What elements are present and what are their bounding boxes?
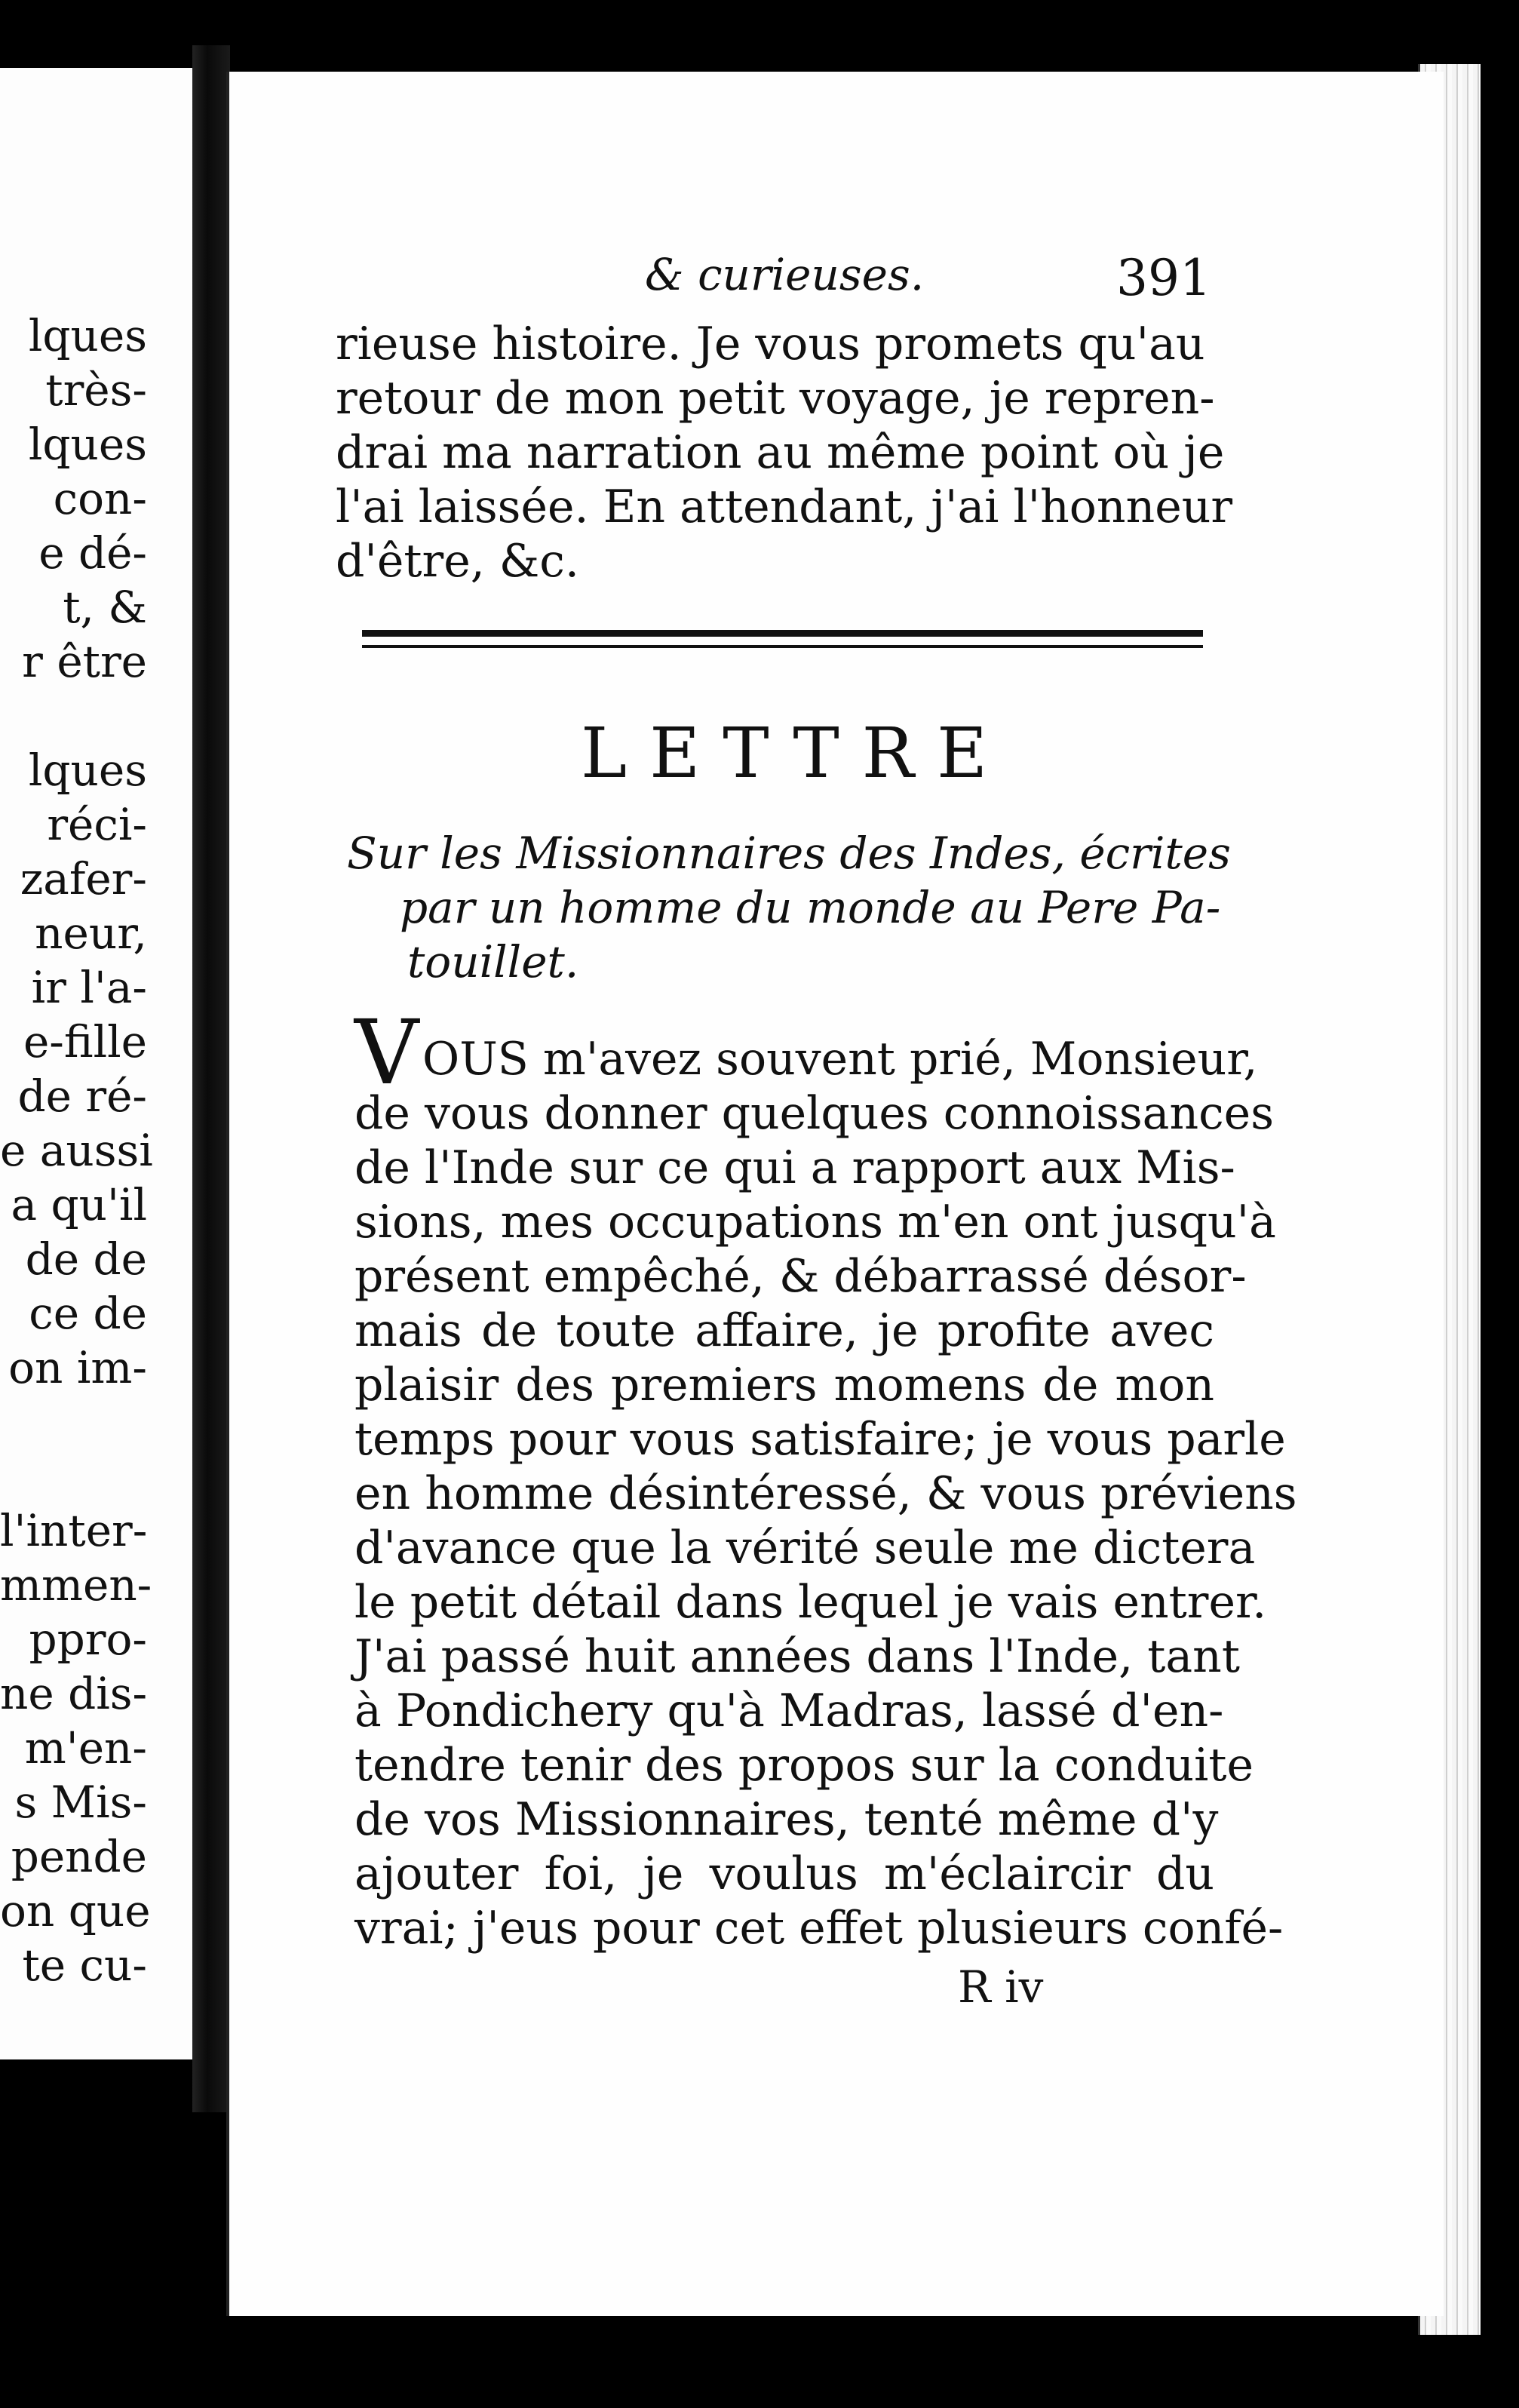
text-line: rieuse histoire. Je vous promets qu'au	[336, 318, 1205, 370]
left-page-line: pende	[11, 1831, 147, 1882]
left-page-line: con-	[53, 473, 147, 524]
left-facing-page	[0, 68, 192, 2059]
running-head: & curieuses.	[645, 249, 925, 300]
left-page-line: te cu-	[22, 1940, 147, 1991]
left-page-line: a qu'il	[11, 1179, 147, 1230]
text-line: l'ai laissée. En attendant, j'ai l'honneur	[336, 481, 1233, 533]
left-page-line: de de	[25, 1233, 147, 1285]
left-page-line: ppro-	[29, 1614, 147, 1665]
left-page-line: on que	[0, 1885, 151, 1937]
subtitle-line: touillet.	[407, 936, 579, 987]
body-line: plaisir des premiers momens de mon	[354, 1359, 1214, 1411]
body-line: de vous donner quelques connoissances	[354, 1087, 1274, 1140]
left-page-line: neur,	[35, 908, 147, 959]
left-page-line: e-fille	[23, 1016, 147, 1067]
left-page-line: ne dis-	[0, 1668, 148, 1719]
letter-title: LETTRE	[581, 713, 1011, 794]
left-page-line: l'inter-	[0, 1505, 148, 1556]
left-page-line: s Mis-	[14, 1777, 147, 1828]
body-line: le petit détail dans lequel je vais entrer.	[354, 1576, 1267, 1629]
left-page-line: mmen-	[0, 1559, 152, 1611]
left-page-line: t, &	[63, 582, 147, 633]
left-page-line: de ré-	[17, 1070, 147, 1122]
left-page-line: e aussi	[0, 1125, 153, 1176]
drop-cap: V	[354, 1000, 419, 1104]
subtitle-line: Sur les Missionnaires des Indes, écrites	[347, 828, 1231, 879]
body-line: ajouter foi, je voulus m'éclaircir du	[354, 1847, 1214, 1900]
body-line: temps pour vous satisfaire; je vous parle	[354, 1413, 1286, 1466]
left-page-line: r être	[22, 636, 147, 687]
left-page-line: réci-	[47, 799, 147, 850]
body-line: J'ai passé huit années dans l'Inde, tant	[354, 1630, 1240, 1683]
body-line: mais de toute affaire, je profite avec	[354, 1304, 1214, 1357]
text-line: d'être, &c.	[336, 535, 579, 588]
book-gutter	[192, 45, 230, 2112]
left-page-line: lques	[28, 419, 147, 470]
left-page-line: on im-	[8, 1342, 147, 1393]
body-line: à Pondichery qu'à Madras, lassé d'en-	[354, 1685, 1224, 1737]
body-line: OUS m'avez souvent prié, Monsieur,	[422, 1033, 1258, 1086]
section-rule	[362, 630, 1203, 648]
left-page-line: e dé-	[38, 527, 147, 579]
subtitle-line: par un homme du monde au Pere Pa-	[400, 882, 1221, 933]
left-page-line: ce de	[29, 1288, 147, 1339]
text-line: retour de mon petit voyage, je repren-	[336, 372, 1215, 425]
text-line: drai ma narration au même point où je	[336, 426, 1225, 479]
body-line: de vos Missionnaires, tenté même d'y	[354, 1793, 1219, 1846]
body-line: d'avance que la vérité seule me dictera	[354, 1522, 1256, 1574]
body-line: de l'Inde sur ce qui a rapport aux Mis-	[354, 1141, 1235, 1194]
left-page-line: très-	[45, 364, 147, 416]
body-line: tendre tenir des propos sur la conduite	[354, 1739, 1254, 1792]
body-line: présent empêché, & débarrassé désor-	[354, 1250, 1247, 1303]
left-page-line: ir l'a-	[31, 962, 147, 1013]
body-line: en homme désintéressé, & vous préviens	[354, 1467, 1297, 1520]
left-page-line: lques	[28, 310, 147, 361]
left-page-line: lques	[28, 745, 147, 796]
left-page-line: m'en-	[24, 1722, 147, 1774]
left-page-line: zafer-	[20, 853, 147, 905]
body-line: sions, mes occupations m'en ont jusqu'à	[354, 1196, 1276, 1249]
catchword: R iv	[958, 1961, 1044, 2013]
body-line: vrai; j'eus pour cet effet plusieurs confé-	[354, 1902, 1284, 1955]
page-number: 391	[1116, 249, 1211, 307]
